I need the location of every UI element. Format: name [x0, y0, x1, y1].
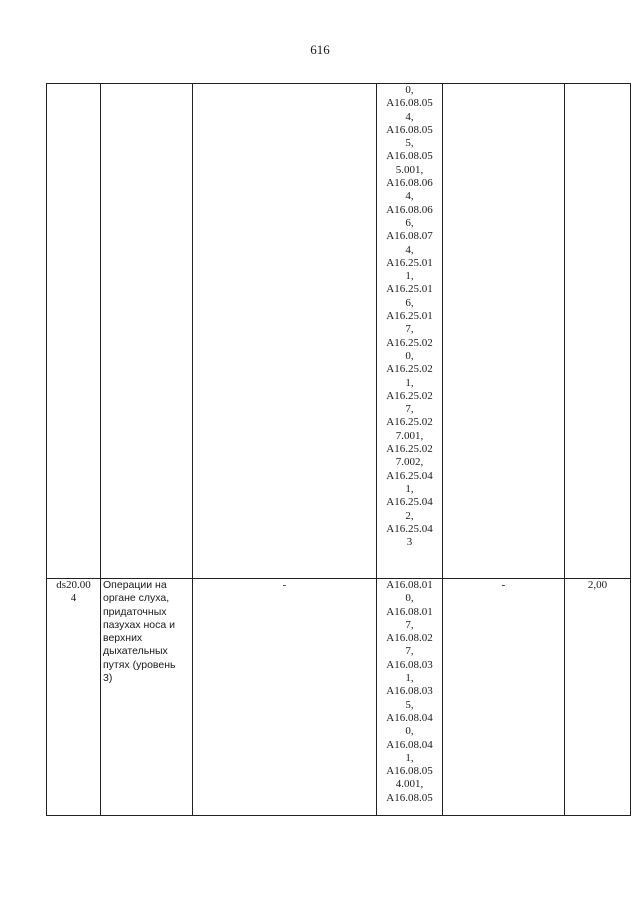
diagnosis-code-cell	[193, 84, 377, 579]
coefficient-cell: 2,00	[565, 579, 631, 816]
ksg-name-cell	[101, 84, 193, 579]
service-codes-cell: A16.08.01 0, A16.08.01 7, A16.08.02 7, A16.08.03 1, A16.08.03 5, A16.08.04 0, A16.08.04 1, A16.08.05 4.001, A16.08.05	[377, 579, 443, 816]
ksg-code-cell: ds20.00 4	[47, 579, 101, 816]
page-number: 616	[310, 42, 330, 57]
coefficient-cell	[565, 84, 631, 579]
additional-criteria-cell	[443, 84, 565, 579]
ksg-name-cell: Операции на органе слуха, придаточных пазухах носа и верхних дыхательных путях (уровень 3)	[101, 579, 193, 816]
tariff-table	[46, 83, 631, 816]
diagnosis-code-cell: -	[193, 579, 377, 816]
additional-criteria-cell: -	[443, 579, 565, 816]
table-row	[47, 84, 631, 579]
ksg-code-cell	[47, 84, 101, 579]
service-codes-cell: 0, A16.08.05 4, A16.08.05 5, A16.08.05 5.001, A16.08.06 4, A16.08.06 6, A16.08.07 4, A16.25.01 1, A16.25.01 6, A16.25.01 7, A16.25.02 0, A16.25.02 1, A16.25.02 7, A16.25.02 7.001, A16.25.02 7.002, A16.25.04 1, A16.25.04 2, A16.25.04 3	[377, 84, 443, 579]
table-row	[47, 579, 631, 816]
